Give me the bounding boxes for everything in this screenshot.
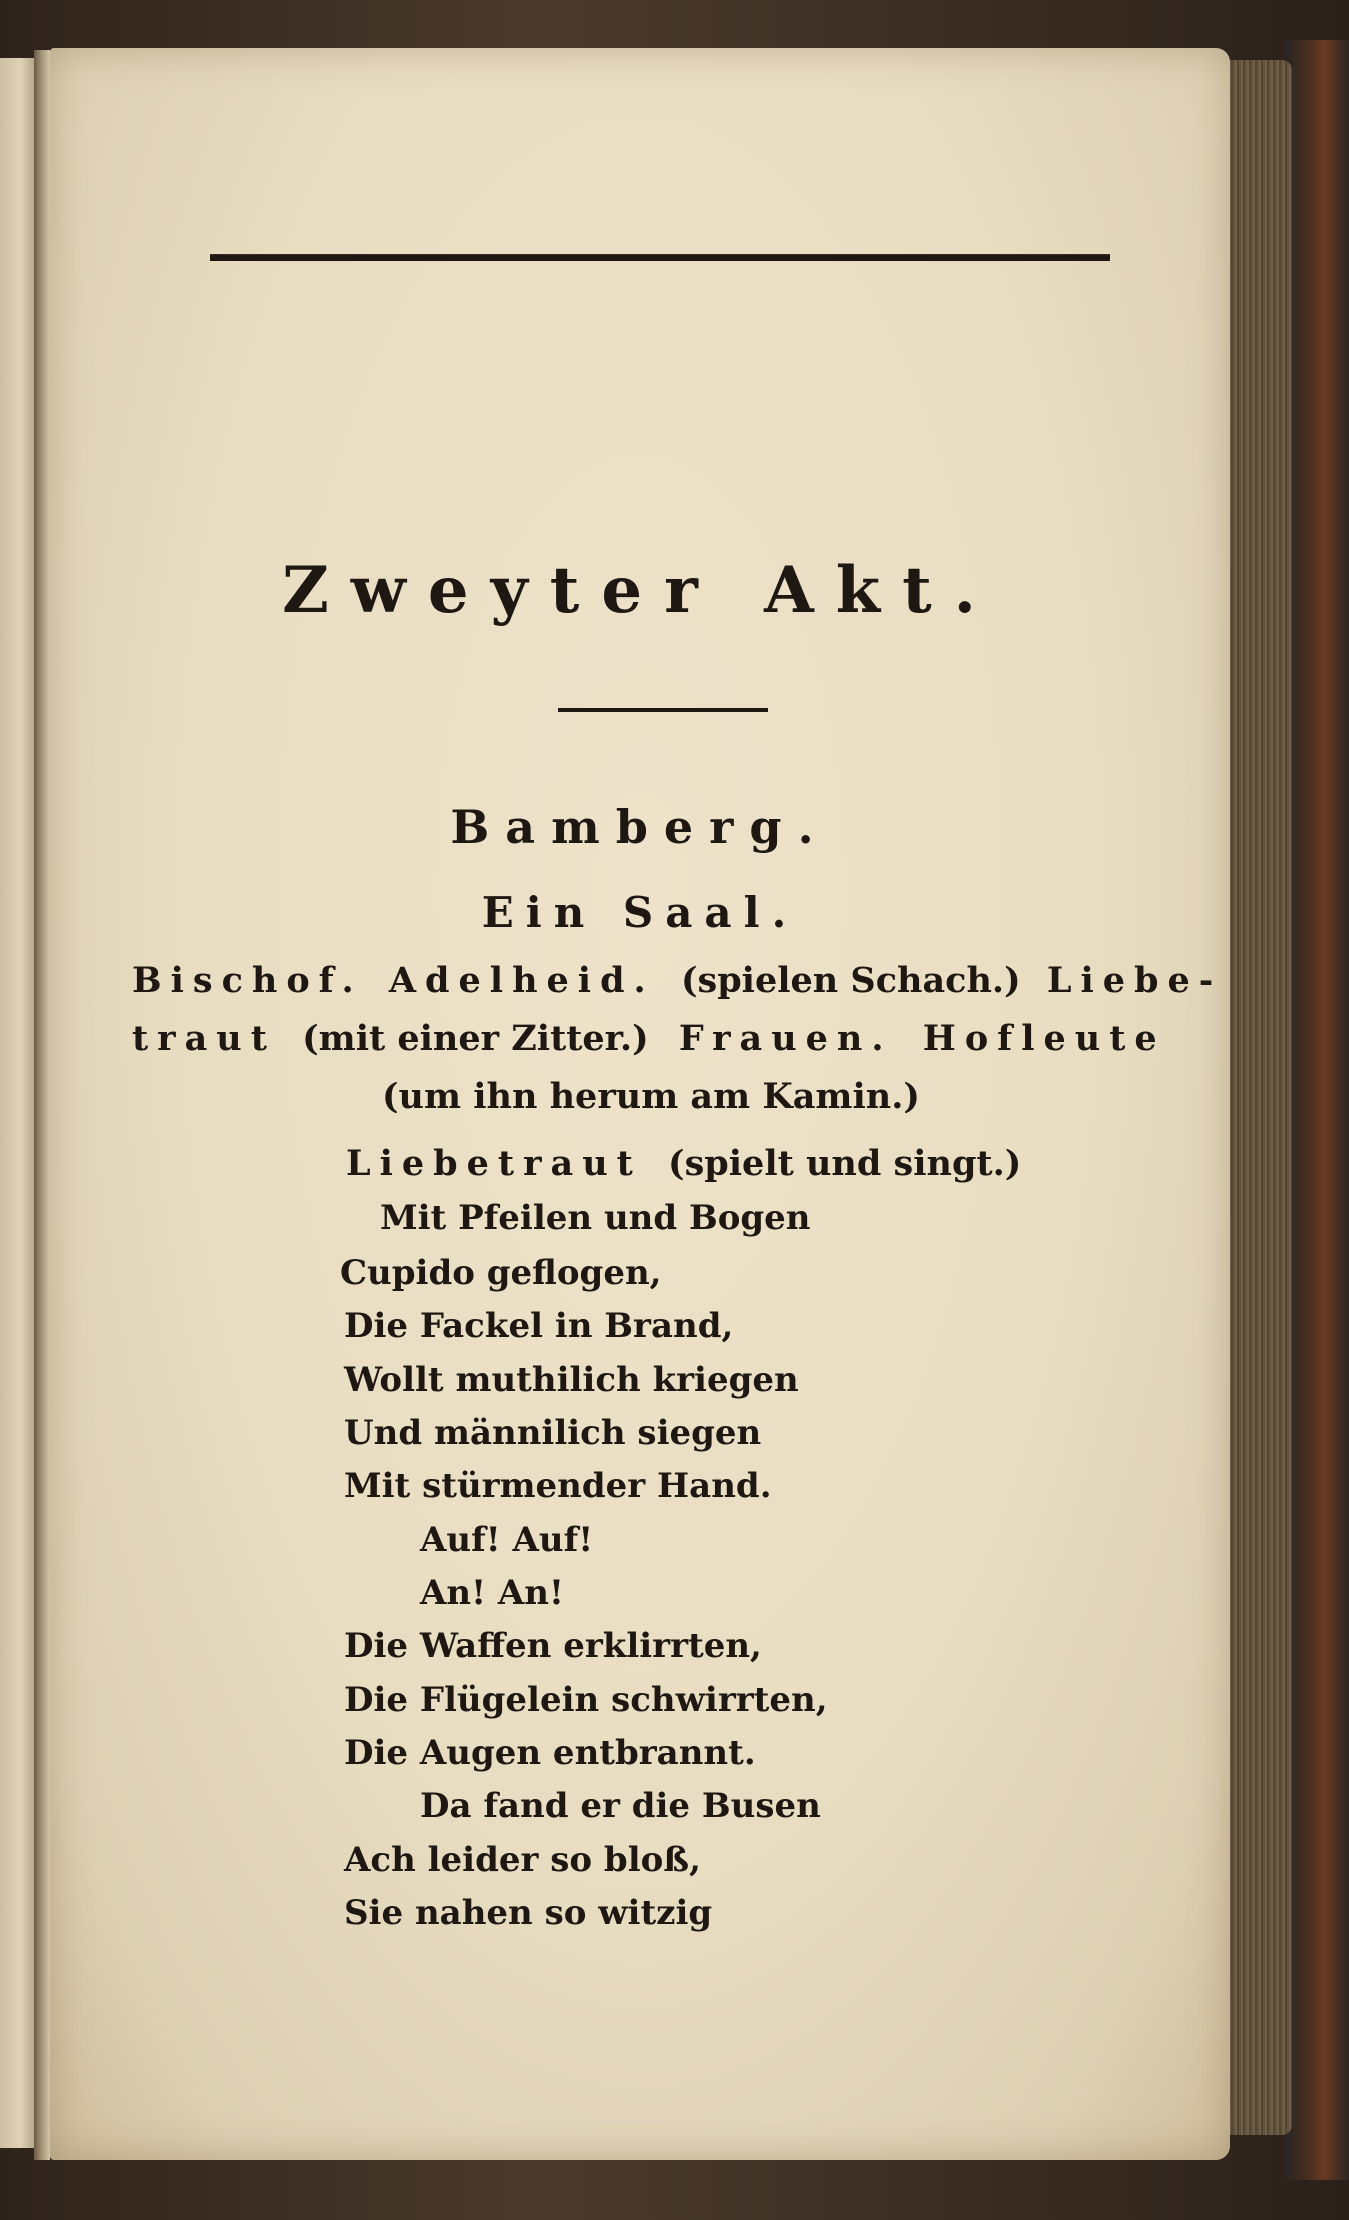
verse-line: Ach leider so bloß, bbox=[344, 1840, 701, 1880]
book-cover-edge bbox=[1285, 40, 1349, 2180]
page-block-edges bbox=[1222, 60, 1292, 2135]
stage-direction-line-3: (um ihn herum am Kamin.) bbox=[382, 1076, 920, 1117]
verse-line: Cupido geflogen, bbox=[340, 1253, 662, 1293]
act-title: Zweyter Akt. bbox=[282, 553, 998, 628]
verse-line: Mit Pfeilen und Bogen bbox=[380, 1198, 811, 1238]
verse-line: Wollt muthilich kriegen bbox=[344, 1360, 799, 1400]
verse-line: Die Waffen erklirrten, bbox=[344, 1626, 762, 1666]
place-heading: Bamberg. bbox=[450, 800, 830, 854]
verse-line: Auf! Auf! bbox=[420, 1520, 594, 1560]
speaker-direction: (spielt und singt.) bbox=[668, 1143, 1022, 1184]
speaker-name: Liebetraut bbox=[346, 1143, 642, 1184]
verse-line: Die Augen entbrannt. bbox=[344, 1733, 756, 1773]
book-page bbox=[50, 48, 1230, 2160]
scene-heading: Ein Saal. bbox=[481, 888, 799, 937]
verse-line: An! An! bbox=[420, 1573, 564, 1613]
character-liebetraut-start: Liebe- bbox=[1046, 960, 1223, 1001]
character-liebetraut-end: traut bbox=[132, 1018, 276, 1059]
verse-line: Die Flügelein schwirrten, bbox=[344, 1680, 828, 1720]
verse-line: Die Fackel in Brand, bbox=[344, 1306, 734, 1346]
title-divider bbox=[558, 708, 768, 712]
character-hofleute: Hofleute bbox=[922, 1018, 1166, 1059]
verse-line: Und männilich siegen bbox=[344, 1413, 762, 1453]
character-frauen: Frauen. bbox=[678, 1018, 893, 1059]
stage-note-zitter: (mit einer Zitter.) bbox=[302, 1018, 649, 1059]
speaker-line bbox=[346, 1143, 1021, 1184]
verse-line: Da fand er die Busen bbox=[420, 1786, 821, 1826]
verse-line: Sie nahen so witzig bbox=[344, 1893, 713, 1933]
character-adelheid: Adelheid. bbox=[388, 960, 655, 1001]
stage-note-schach: (spielen Schach.) bbox=[680, 960, 1021, 1001]
book-gutter bbox=[34, 50, 50, 2160]
stage-direction-line-2 bbox=[132, 1018, 1166, 1059]
top-rule bbox=[210, 254, 1110, 261]
stage-direction-line-1 bbox=[132, 960, 1222, 1001]
character-bischof: Bischof. bbox=[132, 960, 363, 1001]
facing-page-edge bbox=[0, 58, 34, 2148]
verse-line: Mit stürmender Hand. bbox=[344, 1466, 772, 1506]
